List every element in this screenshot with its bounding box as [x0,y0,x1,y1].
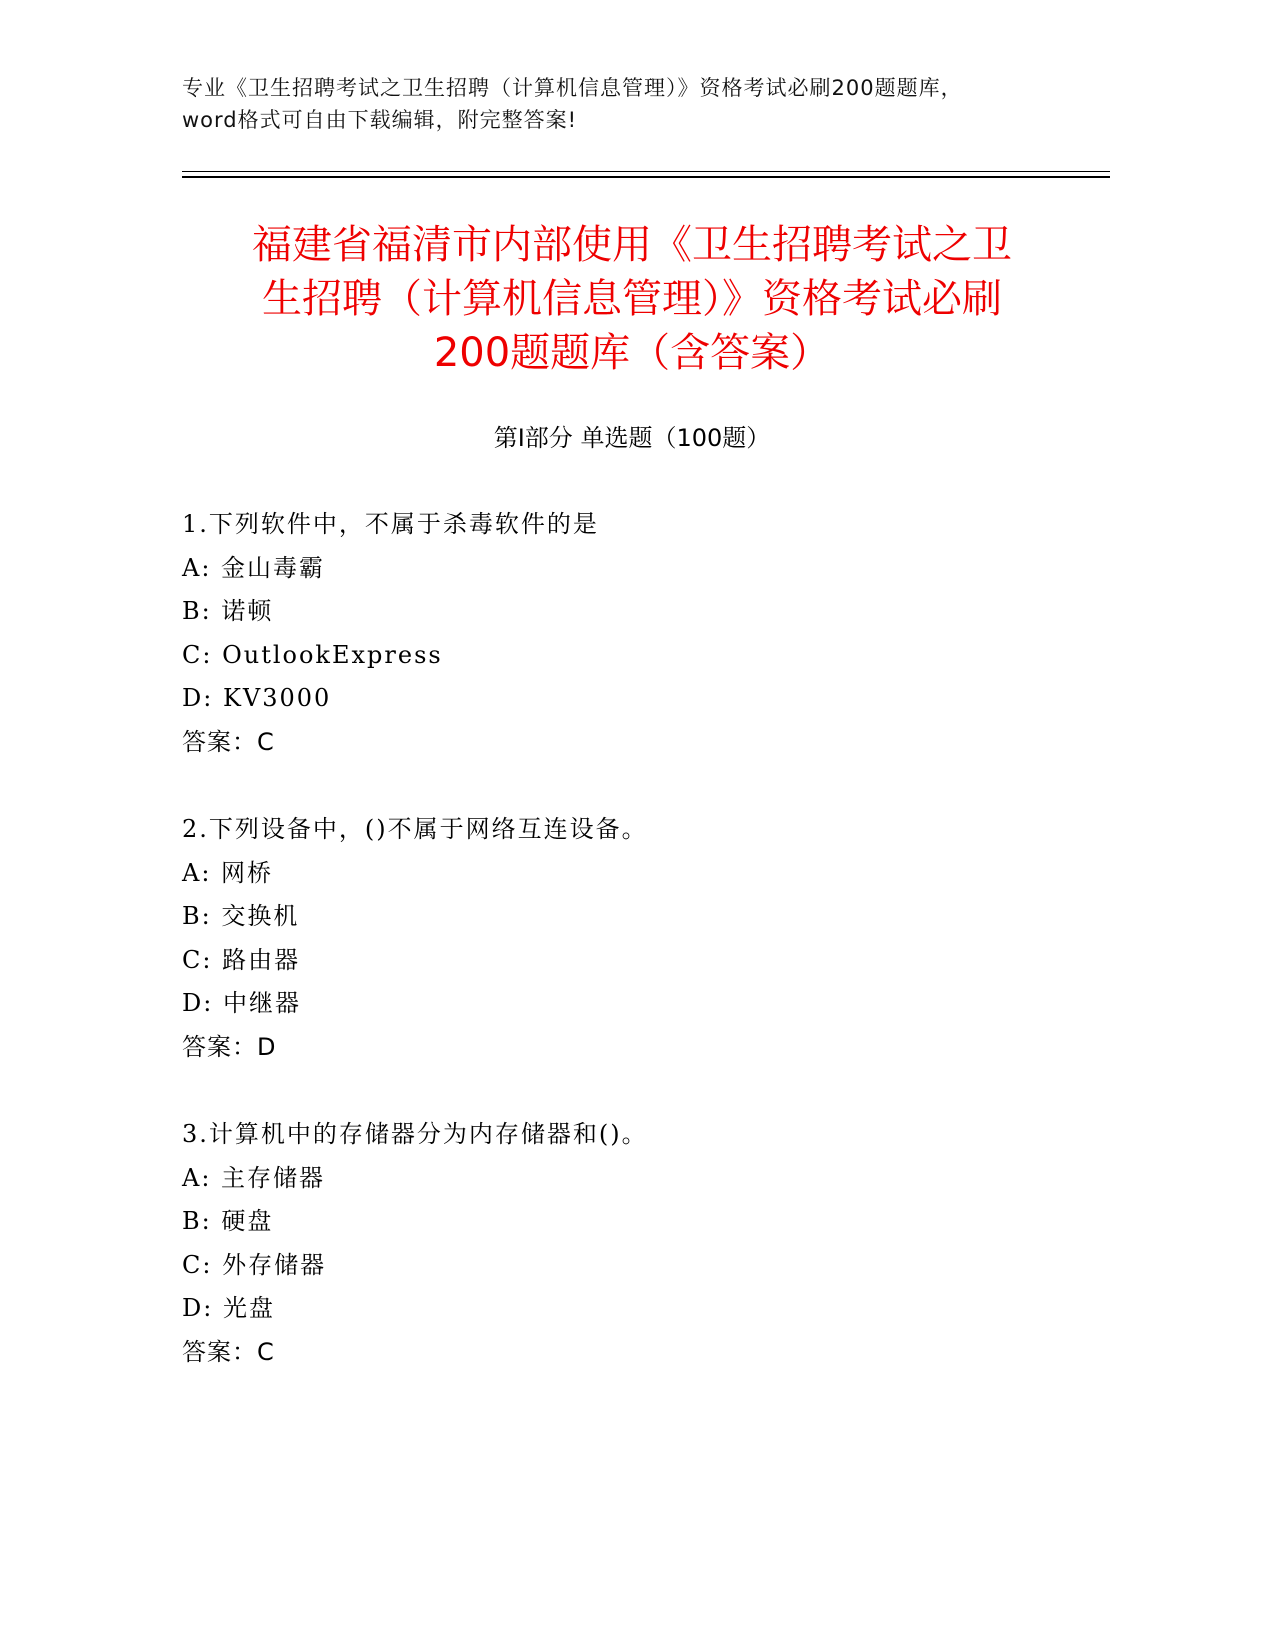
question-stem: 2.下列设备中，()不属于网络互连设备。 [182,815,648,843]
intro-line-1: 专业《卫生招聘考试之卫生招聘（计算机信息管理）》资格考试必刷200题题库， [182,76,963,100]
title-line-2: 生招聘（计算机信息管理）》资格考试必刷 [262,276,1002,322]
document-intro [182,72,1082,136]
option-c: C: OutlookExpress [182,640,443,669]
title-line-1: 福建省福清市内部使用《卫生招聘考试之卫 [252,222,1012,268]
option-a: A: 网桥 [182,858,274,887]
question-item [182,808,1082,1070]
option-d: D: 中继器 [182,989,301,1018]
option-b: B: 硬盘 [182,1207,274,1236]
answer-line: 答案：C [182,727,275,756]
document-title [182,218,1082,380]
option-a: A: 主存储器 [182,1163,326,1192]
intro-line-2: word格式可自由下载编辑，附完整答案! [182,108,578,132]
answer-line: 答案：D [182,1032,277,1061]
option-c: C: 外存储器 [182,1250,327,1279]
header-divider-thin [182,171,1110,172]
option-c: C: 路由器 [182,945,301,974]
option-b: B: 交换机 [182,902,300,931]
question-stem: 3.计算机中的存储器分为内存储器和()。 [182,1120,648,1148]
option-d: D: KV3000 [182,684,332,713]
question-item [182,503,1082,765]
title-line-3: 200题题库（含答案） [433,330,831,376]
option-d: D: 光盘 [182,1294,275,1323]
answer-line: 答案：C [182,1337,275,1366]
option-b: B: 诺顿 [182,597,274,626]
question-item [182,1113,1082,1375]
question-stem: 1.下列软件中，不属于杀毒软件的是 [182,510,599,538]
header-divider-thick [182,176,1110,178]
section-heading: 第Ⅰ部分 单选题（100题） [493,424,771,452]
option-a: A: 金山毒霸 [182,553,326,582]
